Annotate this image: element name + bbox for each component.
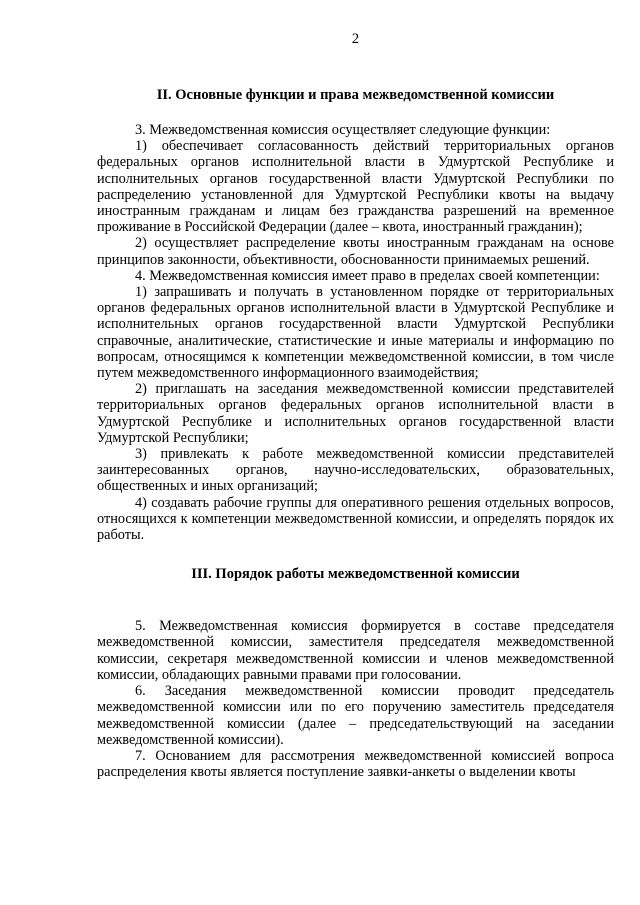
section-2-body: [97, 122, 614, 543]
paragraph: 4) создавать рабочие группы для оперативного решения отдельных вопросов, относящихся к компетенции межведомственной комиссии, и определять порядок их работы.: [97, 494, 614, 544]
page-number: 2: [351, 31, 360, 47]
paragraph: 5. Межведомственная комиссия формируется в составе председателя межведомственной комиссии, заместителя председателя межведомственной комиссии, секретаря межведомственной комиссии и членов межведомственной комиссии, обладающих равными правами при голосовании.: [97, 618, 614, 683]
section-2-title: II. Основные функции и права межведомственной комиссии: [156, 87, 555, 103]
paragraph: 7. Основанием для рассмотрения межведомственной комиссией вопроса распределения квоты является поступление заявки-анкеты о выделении квоты: [97, 747, 614, 781]
paragraph: 3. Межведомственная комиссия осуществляет следующие функции:: [135, 122, 551, 138]
paragraph: 1) запрашивать и получать в установленном порядке от территориальных органов федеральных органов исполнительной власти в Удмуртской Республике и исполнительных органов государственной власти Удмуртской Республики справочные, аналитические, статистические и иные материалы и информацию по вопросам, относящимся к компетенции межведомственной комиссии, в том числе путем межведомственного информационного взаимодействия;: [97, 284, 614, 382]
paragraph: 6. Заседания межведомственной комиссии проводит председатель межведомственной комиссии или по его поручению заместитель председателя межведомственной комиссии (далее – председательствующий на заседании межведомственной комиссии).: [97, 683, 614, 748]
paragraph: 3) привлекать к работе межведомственной комиссии представителей заинтересованных органов, научно-исследовательских, образовательных, общественных и иных организаций;: [97, 446, 614, 495]
paragraph: 1) обеспечивает согласованность действий территориальных органов федеральных органов исполнительной власти в Удмуртской Республике и исполнительных органов государственной власти Удмуртской Республики по распределению установленной для Удмуртской Республики квоты на выдачу иностранным гражданам и лицам без гражданства разрешений на временное проживание в Российской Федерации (далее – квота, иностранный гражданин);: [97, 138, 614, 236]
paragraph: 2) приглашать на заседания межведомственной комиссии представителей территориальных органов федеральных органов исполнительной власти в Удмуртской Республике и исполнительных органов государственной власти Удмуртской Республики;: [97, 381, 614, 446]
paragraph: 2) осуществляет распределение квоты иностранным гражданам на основе принципов законности, объективности, обоснованности принимаемых решений.: [97, 235, 614, 268]
section-3-title: III. Порядок работы межведомственной комиссии: [191, 566, 520, 583]
section-3-body: [97, 618, 614, 780]
paragraph: 4. Межведомственная комиссия имеет право в пределах своей компетенции:: [135, 267, 600, 284]
